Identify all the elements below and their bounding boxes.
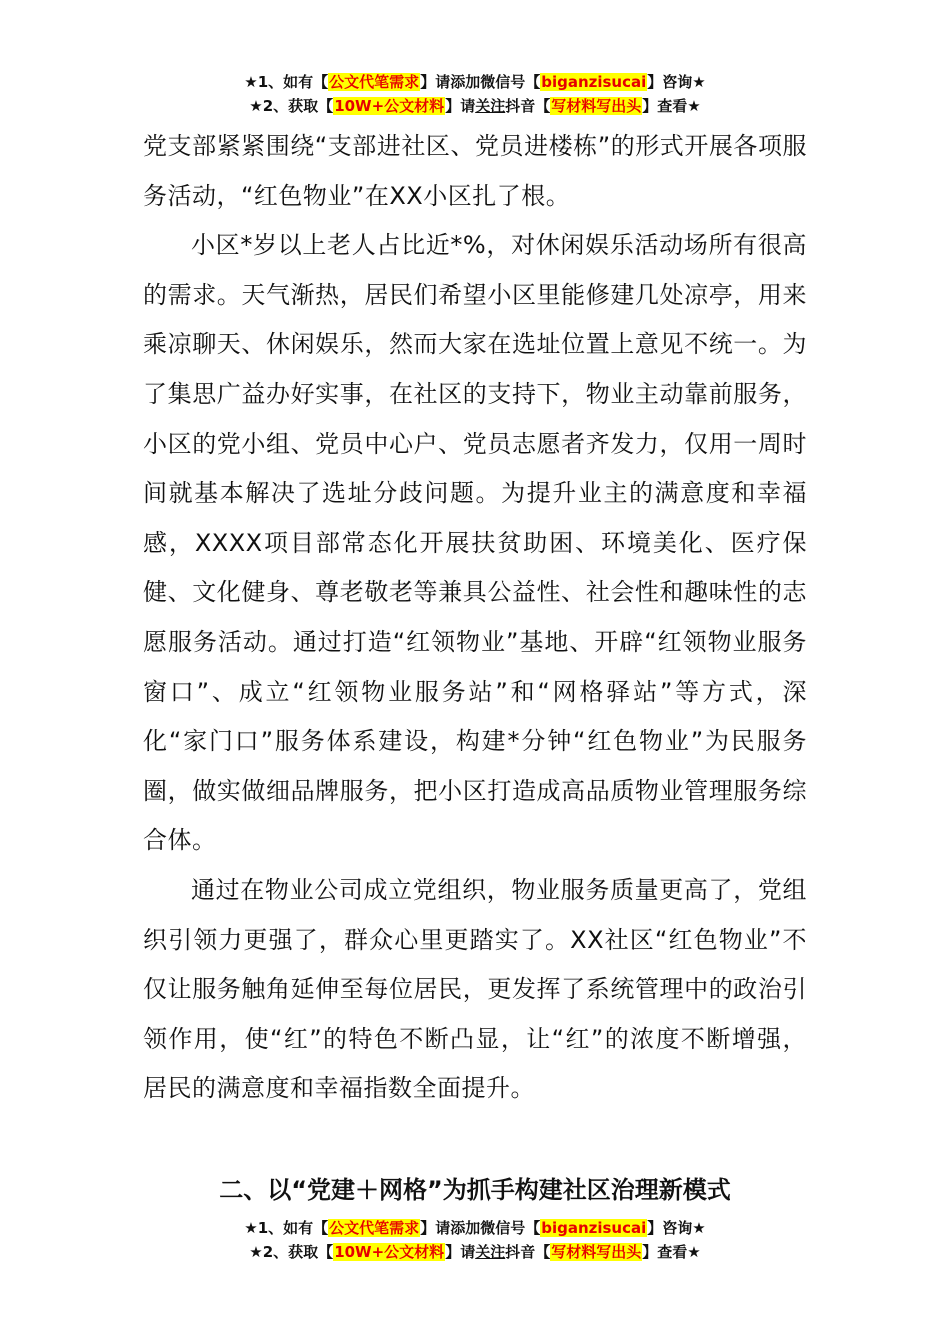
banner-text: 】查看★ xyxy=(642,97,701,115)
banner-text: ★2、获取【 xyxy=(249,97,334,115)
paragraph-1: 党支部紧紧围绕“支部进社区、党员进楼栋”的形式开展各项服务活动，“红色物业”在XX小区扎了根。 xyxy=(143,132,807,210)
highlight-materials: 10W+公文材料 xyxy=(334,97,445,115)
banner-line-1 xyxy=(0,1216,950,1240)
highlight-wechat-id: biganzisucai xyxy=(541,73,647,91)
section-heading: 二、以“党建＋网格”为抓手构建社区治理新模式 xyxy=(219,1176,731,1204)
banner-text: ★1、如有【 xyxy=(244,1219,329,1237)
highlight-douyin-account: 写材料写出头 xyxy=(551,1243,642,1261)
paragraph-2: 小区*岁以上老人占比近*%，对休闲娱乐活动场所有很高的需求。天气渐热，居民们希望小区里能修建几处凉亭，用来乘凉聊天、休闲娱乐，然而大家在选址位置上意见不统一。为了集思广益办好实事，在社区的支持下，物业主动靠前服务，小区的党小组、党员中心户、党员志愿者齐发力，仅用一周时间就基本解决了选址分歧问题。为提升业主的满意度和幸福感，XXXX项目部常态化开展扶贫助困、环境美化、医疗保健、文化健身、尊老敬老等兼具公益性、社会性和趣味性的志愿服务活动。通过打造“红领物业”基地、开辟“红领物业服务窗口”、成立“红领物业服务站”和“网格驿站”等方式，深化“家门口”服务体系建设，构建*分钟“红色物业”为民服务圈，做实做细品牌服务，把小区打造成高品质物业管理服务综合体。 xyxy=(143,231,807,855)
banner-text: 】请 xyxy=(445,97,476,115)
footer-banner xyxy=(0,1216,950,1264)
highlight-service: 公文代笔需求 xyxy=(329,73,420,91)
banner-line-2 xyxy=(0,1240,950,1264)
banner-text: ★1、如有【 xyxy=(244,73,329,91)
highlight-materials: 10W+公文材料 xyxy=(334,1243,445,1261)
document-body xyxy=(143,122,807,1114)
banner-underlined-text: 关注 xyxy=(475,1243,506,1261)
banner-text: 】查看★ xyxy=(642,1243,701,1261)
banner-text: 】咨询★ xyxy=(647,1219,706,1237)
banner-text: 】请添加微信号【 xyxy=(420,73,541,91)
banner-text: 】请添加微信号【 xyxy=(420,1219,541,1237)
banner-text: 抖音【 xyxy=(505,97,551,115)
banner-underlined-text: 关注 xyxy=(475,97,506,115)
banner-text: ★2、获取【 xyxy=(249,1243,334,1261)
highlight-douyin-account: 写材料写出头 xyxy=(551,97,642,115)
banner-text: 】咨询★ xyxy=(647,73,706,91)
banner-text: 抖音【 xyxy=(505,1243,551,1261)
header-banner xyxy=(0,70,950,118)
banner-line-1 xyxy=(0,70,950,94)
banner-text: 】请 xyxy=(445,1243,476,1261)
highlight-service: 公文代笔需求 xyxy=(329,1219,420,1237)
paragraph-3: 通过在物业公司成立党组织，物业服务质量更高了，党组织引领力更强了，群众心里更踏实了。XX社区“红色物业”不仅让服务触角延伸至每位居民，更发挥了系统管理中的政治引领作用，使“红”的特色不断凸显，让“红”的浓度不断增强，居民的满意度和幸福指数全面提升。 xyxy=(143,875,807,1103)
highlight-wechat-id: biganzisucai xyxy=(541,1219,647,1237)
banner-line-2 xyxy=(0,94,950,118)
